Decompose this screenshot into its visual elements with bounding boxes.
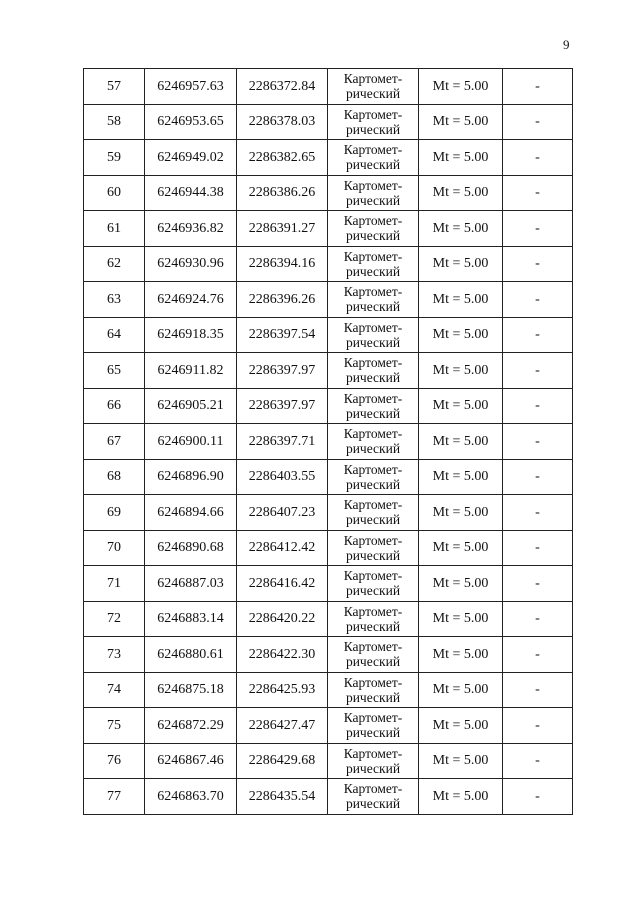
point-number-cell: 66 bbox=[84, 388, 145, 424]
x-coordinate-cell: 6246880.61 bbox=[145, 637, 237, 673]
method-cell bbox=[328, 353, 419, 389]
method-line-2: рический bbox=[345, 689, 401, 705]
method-line-1: Картомет- bbox=[343, 603, 403, 619]
note-cell: - bbox=[503, 69, 573, 105]
method-line-2: рический bbox=[345, 157, 401, 173]
x-coordinate-cell: 6246872.29 bbox=[145, 708, 237, 744]
note-cell: - bbox=[503, 388, 573, 424]
method-cell bbox=[328, 317, 419, 353]
x-coordinate-cell: 6246867.46 bbox=[145, 743, 237, 779]
page-number: 9 bbox=[563, 37, 570, 52]
note-cell: - bbox=[503, 317, 573, 353]
method-line-2: рический bbox=[345, 654, 401, 670]
point-number-cell: 64 bbox=[84, 317, 145, 353]
note-cell: - bbox=[503, 104, 573, 140]
method-line-1: Картомет- bbox=[343, 639, 403, 655]
point-number-cell: 75 bbox=[84, 708, 145, 744]
y-coordinate-cell: 2286397.97 bbox=[237, 388, 328, 424]
note-cell: - bbox=[503, 672, 573, 708]
method-line-2: рический bbox=[345, 725, 401, 741]
note-cell: - bbox=[503, 282, 573, 318]
method-line-2: рический bbox=[345, 86, 401, 102]
x-coordinate-cell: 6246863.70 bbox=[145, 779, 237, 815]
x-coordinate-cell: 6246890.68 bbox=[145, 530, 237, 566]
point-number-cell: 65 bbox=[84, 353, 145, 389]
y-coordinate-cell: 2286429.68 bbox=[237, 743, 328, 779]
method-line-1: Картомет- bbox=[343, 177, 403, 193]
method-cell bbox=[328, 637, 419, 673]
y-coordinate-cell: 2286407.23 bbox=[237, 495, 328, 531]
y-coordinate-cell: 2286422.30 bbox=[237, 637, 328, 673]
table-row bbox=[84, 388, 573, 424]
method-cell bbox=[328, 459, 419, 495]
method-cell bbox=[328, 495, 419, 531]
method-line-2: рический bbox=[345, 547, 401, 563]
method-cell bbox=[328, 743, 419, 779]
method-line-1: Картомет- bbox=[343, 674, 403, 690]
method-cell bbox=[328, 69, 419, 105]
method-line-1: Картомет- bbox=[343, 568, 403, 584]
y-coordinate-cell: 2286382.65 bbox=[237, 140, 328, 176]
x-coordinate-cell: 6246924.76 bbox=[145, 282, 237, 318]
point-number-cell: 60 bbox=[84, 175, 145, 211]
method-line-2: рический bbox=[345, 618, 401, 634]
y-coordinate-cell: 2286378.03 bbox=[237, 104, 328, 140]
y-coordinate-cell: 2286386.26 bbox=[237, 175, 328, 211]
table-row bbox=[84, 495, 573, 531]
method-cell bbox=[328, 566, 419, 602]
method-line-2: рический bbox=[345, 121, 401, 137]
note-cell: - bbox=[503, 459, 573, 495]
method-line-2: рический bbox=[345, 760, 401, 776]
method-line-2: рический bbox=[345, 370, 401, 386]
y-coordinate-cell: 2286397.71 bbox=[237, 424, 328, 460]
point-number-cell: 63 bbox=[84, 282, 145, 318]
method-line-1: Картомет- bbox=[343, 319, 403, 335]
method-line-2: рический bbox=[345, 512, 401, 528]
table-row bbox=[84, 353, 573, 389]
method-cell bbox=[328, 708, 419, 744]
y-coordinate-cell: 2286425.93 bbox=[237, 672, 328, 708]
table-row bbox=[84, 211, 573, 247]
x-coordinate-cell: 6246944.38 bbox=[145, 175, 237, 211]
method-cell bbox=[328, 104, 419, 140]
point-number-cell: 71 bbox=[84, 566, 145, 602]
y-coordinate-cell: 2286427.47 bbox=[237, 708, 328, 744]
y-coordinate-cell: 2286394.16 bbox=[237, 246, 328, 282]
x-coordinate-cell: 6246875.18 bbox=[145, 672, 237, 708]
method-line-2: рический bbox=[345, 263, 401, 279]
point-number-cell: 74 bbox=[84, 672, 145, 708]
method-line-2: рический bbox=[345, 228, 401, 244]
point-number-cell: 72 bbox=[84, 601, 145, 637]
method-line-2: рический bbox=[345, 192, 401, 208]
table-row bbox=[84, 282, 573, 318]
note-cell: - bbox=[503, 495, 573, 531]
x-coordinate-cell: 6246883.14 bbox=[145, 601, 237, 637]
table-row bbox=[84, 637, 573, 673]
method-line-2: рический bbox=[345, 796, 401, 812]
point-number-cell: 58 bbox=[84, 104, 145, 140]
note-cell: - bbox=[503, 140, 573, 176]
note-cell: - bbox=[503, 743, 573, 779]
note-cell: - bbox=[503, 175, 573, 211]
accuracy-cell: Mt = 5.00 bbox=[419, 495, 503, 531]
x-coordinate-cell: 6246953.65 bbox=[145, 104, 237, 140]
method-line-1: Картомет- bbox=[343, 142, 403, 158]
accuracy-cell: Mt = 5.00 bbox=[419, 69, 503, 105]
table-row bbox=[84, 424, 573, 460]
method-line-1: Картомет- bbox=[343, 71, 403, 87]
note-cell: - bbox=[503, 530, 573, 566]
table-row bbox=[84, 459, 573, 495]
method-cell bbox=[328, 601, 419, 637]
accuracy-cell: Mt = 5.00 bbox=[419, 566, 503, 602]
x-coordinate-cell: 6246894.66 bbox=[145, 495, 237, 531]
y-coordinate-cell: 2286403.55 bbox=[237, 459, 328, 495]
accuracy-cell: Mt = 5.00 bbox=[419, 779, 503, 815]
coordinates-table-body bbox=[84, 69, 573, 815]
method-line-1: Картомет- bbox=[343, 355, 403, 371]
accuracy-cell: Mt = 5.00 bbox=[419, 246, 503, 282]
table-row bbox=[84, 779, 573, 815]
method-cell bbox=[328, 424, 419, 460]
accuracy-cell: Mt = 5.00 bbox=[419, 282, 503, 318]
point-number-cell: 73 bbox=[84, 637, 145, 673]
accuracy-cell: Mt = 5.00 bbox=[419, 317, 503, 353]
method-line-1: Картомет- bbox=[343, 248, 403, 264]
point-number-cell: 69 bbox=[84, 495, 145, 531]
method-line-1: Картомет- bbox=[343, 284, 403, 300]
method-line-2: рический bbox=[345, 476, 401, 492]
table-row bbox=[84, 672, 573, 708]
method-line-1: Картомет- bbox=[343, 497, 403, 513]
note-cell: - bbox=[503, 779, 573, 815]
accuracy-cell: Mt = 5.00 bbox=[419, 743, 503, 779]
y-coordinate-cell: 2286397.54 bbox=[237, 317, 328, 353]
accuracy-cell: Mt = 5.00 bbox=[419, 140, 503, 176]
x-coordinate-cell: 6246905.21 bbox=[145, 388, 237, 424]
y-coordinate-cell: 2286420.22 bbox=[237, 601, 328, 637]
x-coordinate-cell: 6246887.03 bbox=[145, 566, 237, 602]
method-line-1: Картомет- bbox=[343, 710, 403, 726]
method-line-2: рический bbox=[345, 405, 401, 421]
accuracy-cell: Mt = 5.00 bbox=[419, 459, 503, 495]
point-number-cell: 68 bbox=[84, 459, 145, 495]
method-cell bbox=[328, 211, 419, 247]
accuracy-cell: Mt = 5.00 bbox=[419, 353, 503, 389]
note-cell: - bbox=[503, 211, 573, 247]
point-number-cell: 77 bbox=[84, 779, 145, 815]
method-cell bbox=[328, 175, 419, 211]
table-row bbox=[84, 601, 573, 637]
x-coordinate-cell: 6246949.02 bbox=[145, 140, 237, 176]
method-cell bbox=[328, 530, 419, 566]
table-row bbox=[84, 530, 573, 566]
method-cell bbox=[328, 140, 419, 176]
accuracy-cell: Mt = 5.00 bbox=[419, 175, 503, 211]
y-coordinate-cell: 2286397.97 bbox=[237, 353, 328, 389]
x-coordinate-cell: 6246911.82 bbox=[145, 353, 237, 389]
table-row bbox=[84, 140, 573, 176]
note-cell: - bbox=[503, 353, 573, 389]
y-coordinate-cell: 2286435.54 bbox=[237, 779, 328, 815]
note-cell: - bbox=[503, 637, 573, 673]
y-coordinate-cell: 2286396.26 bbox=[237, 282, 328, 318]
table-row bbox=[84, 104, 573, 140]
y-coordinate-cell: 2286412.42 bbox=[237, 530, 328, 566]
accuracy-cell: Mt = 5.00 bbox=[419, 211, 503, 247]
accuracy-cell: Mt = 5.00 bbox=[419, 708, 503, 744]
method-line-1: Картомет- bbox=[343, 106, 403, 122]
method-line-1: Картомет- bbox=[343, 426, 403, 442]
method-cell bbox=[328, 672, 419, 708]
accuracy-cell: Mt = 5.00 bbox=[419, 388, 503, 424]
method-cell bbox=[328, 246, 419, 282]
method-line-2: рический bbox=[345, 334, 401, 350]
x-coordinate-cell: 6246900.11 bbox=[145, 424, 237, 460]
method-cell bbox=[328, 282, 419, 318]
coordinates-table bbox=[83, 68, 573, 815]
method-line-1: Картомет- bbox=[343, 532, 403, 548]
method-cell bbox=[328, 388, 419, 424]
x-coordinate-cell: 6246918.35 bbox=[145, 317, 237, 353]
note-cell: - bbox=[503, 601, 573, 637]
method-line-1: Картомет- bbox=[343, 213, 403, 229]
x-coordinate-cell: 6246930.96 bbox=[145, 246, 237, 282]
y-coordinate-cell: 2286372.84 bbox=[237, 69, 328, 105]
note-cell: - bbox=[503, 424, 573, 460]
note-cell: - bbox=[503, 708, 573, 744]
x-coordinate-cell: 6246936.82 bbox=[145, 211, 237, 247]
accuracy-cell: Mt = 5.00 bbox=[419, 672, 503, 708]
note-cell: - bbox=[503, 246, 573, 282]
point-number-cell: 62 bbox=[84, 246, 145, 282]
note-cell: - bbox=[503, 566, 573, 602]
table-row bbox=[84, 246, 573, 282]
method-line-1: Картомет- bbox=[343, 390, 403, 406]
method-line-2: рический bbox=[345, 583, 401, 599]
method-line-1: Картомет- bbox=[343, 461, 403, 477]
point-number-cell: 59 bbox=[84, 140, 145, 176]
x-coordinate-cell: 6246957.63 bbox=[145, 69, 237, 105]
accuracy-cell: Mt = 5.00 bbox=[419, 637, 503, 673]
point-number-cell: 57 bbox=[84, 69, 145, 105]
table-row bbox=[84, 708, 573, 744]
table-row bbox=[84, 743, 573, 779]
table-row bbox=[84, 566, 573, 602]
method-line-2: рический bbox=[345, 441, 401, 457]
point-number-cell: 61 bbox=[84, 211, 145, 247]
accuracy-cell: Mt = 5.00 bbox=[419, 601, 503, 637]
accuracy-cell: Mt = 5.00 bbox=[419, 104, 503, 140]
method-line-1: Картомет- bbox=[343, 781, 403, 797]
table-row bbox=[84, 69, 573, 105]
accuracy-cell: Mt = 5.00 bbox=[419, 530, 503, 566]
x-coordinate-cell: 6246896.90 bbox=[145, 459, 237, 495]
point-number-cell: 67 bbox=[84, 424, 145, 460]
point-number-cell: 76 bbox=[84, 743, 145, 779]
method-cell bbox=[328, 779, 419, 815]
table-row bbox=[84, 317, 573, 353]
table-row bbox=[84, 175, 573, 211]
point-number-cell: 70 bbox=[84, 530, 145, 566]
method-line-1: Картомет- bbox=[343, 745, 403, 761]
method-line-2: рический bbox=[345, 299, 401, 315]
accuracy-cell: Mt = 5.00 bbox=[419, 424, 503, 460]
y-coordinate-cell: 2286391.27 bbox=[237, 211, 328, 247]
y-coordinate-cell: 2286416.42 bbox=[237, 566, 328, 602]
